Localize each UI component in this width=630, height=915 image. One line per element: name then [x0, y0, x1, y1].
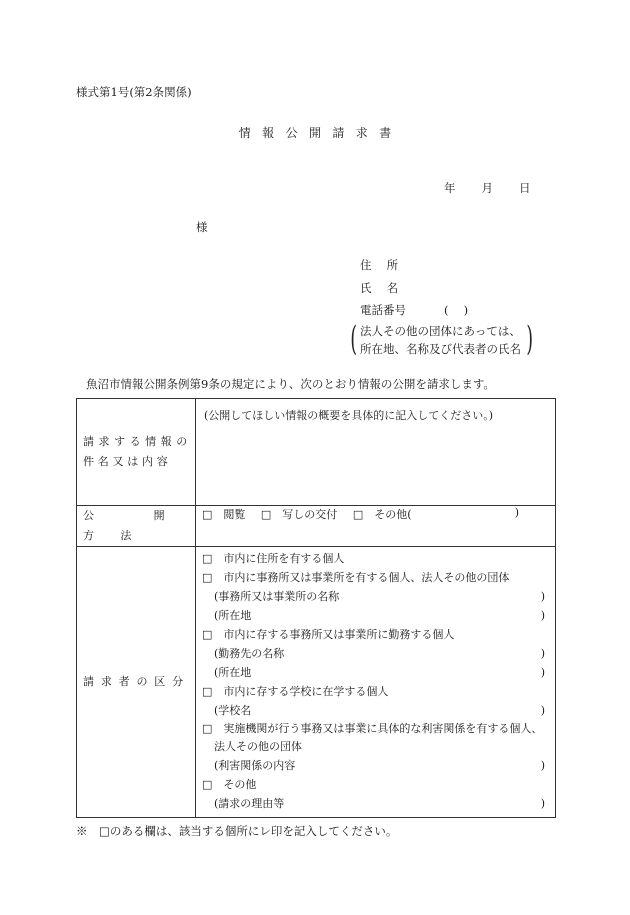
phone-label: 電話番号 [360, 303, 406, 317]
category-list [196, 547, 555, 817]
info-cell[interactable] [196, 399, 556, 506]
date-line [444, 180, 531, 196]
method-header: 公開方法 [77, 506, 196, 547]
corporate-note [350, 319, 533, 359]
date-year-label: 年 [444, 181, 456, 195]
corporate-note-line1: 法人その他の団体にあっては、 [360, 324, 521, 338]
category-text: (所在地 [214, 666, 252, 679]
category-text: □ 実施機関が行う事務又は事業に具体的な利害関係を有する個人、法人その他の団体 [202, 722, 543, 753]
category-detail-line[interactable] [202, 756, 549, 775]
category-close-paren: ) [540, 609, 545, 622]
category-text: (利害関係の内容 [214, 759, 296, 772]
category-row [77, 547, 556, 818]
category-text: (学校名 [214, 704, 252, 717]
name-label: 氏 名 [360, 281, 399, 295]
address-label: 住 所 [360, 258, 399, 272]
form-number: 様式第1号(第2条関係) [76, 85, 192, 99]
category-text: □ 市内に住所を有する個人 [202, 552, 345, 565]
category-option[interactable] [202, 625, 549, 644]
applicant-address [360, 257, 418, 273]
category-text: (事務所又は事業所の名称 [214, 590, 340, 603]
info-instruction: (公開してほしい情報の概要を具体的に記入してください。) [204, 409, 494, 422]
method-option-other[interactable]: □ その他( [352, 508, 412, 521]
date-month-label: 月 [481, 181, 493, 195]
category-option[interactable] [202, 549, 549, 568]
category-text: (所在地 [214, 609, 252, 622]
category-text: □ 市内に存する事務所又は事業所に勤務する個人 [202, 628, 455, 641]
category-header: 請求者の区分 [77, 547, 196, 818]
category-option[interactable] [202, 568, 549, 587]
addressee-honorific: 様 [196, 220, 208, 234]
request-form-table [76, 398, 556, 818]
category-option[interactable] [202, 775, 549, 794]
phone-parens: ( ) [444, 303, 469, 317]
category-close-paren: ) [540, 759, 545, 772]
category-option[interactable] [202, 682, 549, 701]
applicant-name [360, 280, 418, 296]
category-text: (勤務先の名称 [214, 647, 285, 660]
category-text: □ 市内に事務所又は事業所を有する個人、法人その他の団体 [202, 571, 510, 584]
method-option-copy[interactable]: □ 写しの交付 [260, 508, 338, 521]
category-close-paren: ) [540, 590, 545, 603]
category-text: □ その他 [202, 778, 257, 791]
category-detail-line[interactable] [202, 794, 549, 813]
document-title: 情報公開請求書 [238, 126, 403, 140]
category-detail-line[interactable] [202, 606, 549, 625]
right-bracket: ) [526, 319, 533, 359]
intro-text: 魚沼市情報公開条例第9条の規定により、次のとおり情報の公開を請求します。 [86, 377, 495, 391]
category-detail-line[interactable] [202, 644, 549, 663]
footnote: ※ □のある欄は、該当する個所にレ印を記入してください。 [76, 824, 398, 838]
info-header: 請求する情報の件名又は内容 [77, 399, 196, 506]
category-close-paren: ) [540, 647, 545, 660]
category-close-paren: ) [540, 666, 545, 679]
category-text: □ 市内に存する学校に在学する個人 [202, 685, 389, 698]
category-detail-line[interactable] [202, 587, 549, 606]
category-detail-line[interactable] [202, 701, 549, 720]
method-other-close: ) [514, 506, 519, 519]
corporate-note-line2: 所在地、名称及び代表者の氏名 [360, 342, 521, 356]
category-option[interactable] [202, 720, 549, 756]
category-close-paren: ) [540, 704, 545, 717]
category-text: (請求の理由等 [214, 797, 285, 810]
applicant-phone [360, 302, 468, 318]
method-option-view[interactable]: □ 閲覧 [202, 508, 246, 521]
method-row [77, 506, 556, 547]
info-row [77, 399, 556, 506]
left-bracket: ( [350, 319, 357, 359]
date-day-label: 日 [519, 181, 531, 195]
method-cell [196, 506, 556, 547]
category-cell [196, 547, 556, 818]
category-close-paren: ) [540, 797, 545, 810]
category-detail-line[interactable] [202, 663, 549, 682]
